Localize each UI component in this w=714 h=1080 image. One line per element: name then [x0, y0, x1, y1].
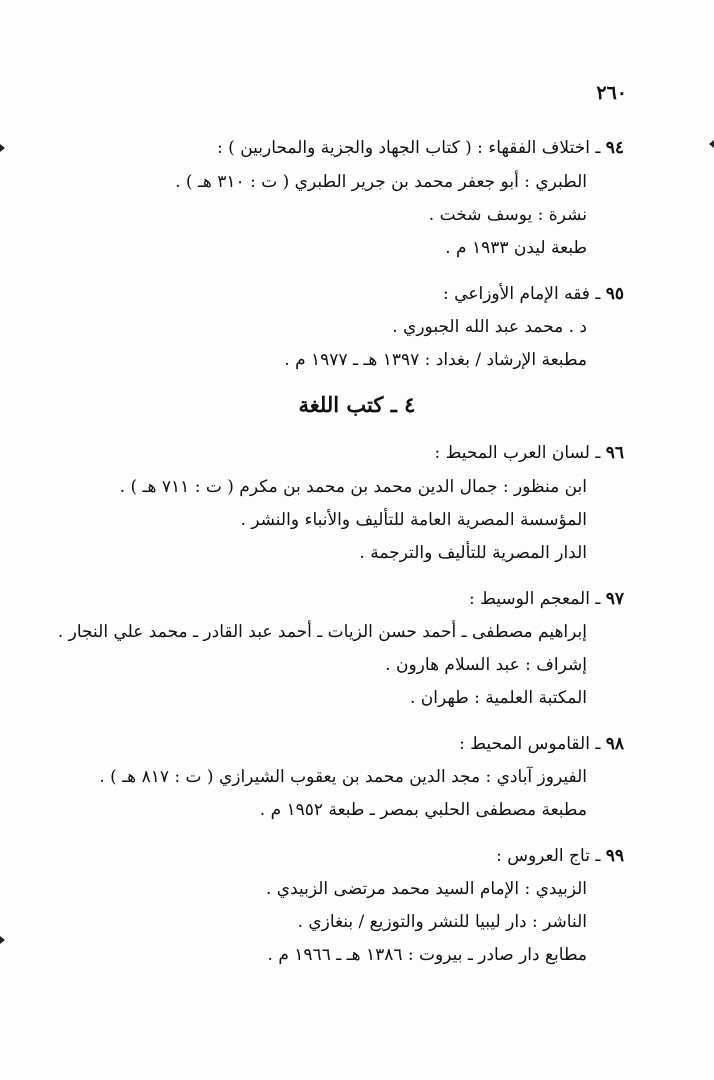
entry-dash: ـ — [589, 284, 606, 304]
scan-edge-mark — [0, 936, 5, 944]
page-number: ٢٦٠ — [596, 82, 627, 104]
entry-99-line-1: الزبيدي : الإمام السيد محمد مرتضى الزبيدي . — [265, 879, 587, 899]
entry-title: المعجم الوسيط : — [468, 589, 590, 609]
entry-number: ٩٨ — [605, 734, 624, 754]
entry-number: ٩٩ — [605, 846, 624, 866]
entry-99-line-2: الناشر : دار ليبيا للنشر والتوزيع / بنغازي . — [297, 912, 587, 932]
entry-95-heading — [443, 282, 624, 306]
entry-number: ٩٦ — [605, 443, 624, 463]
entry-dash: ـ — [589, 734, 606, 754]
entry-99-heading — [496, 844, 624, 868]
entry-97-line-2: إشراف : عبد السلام هارون . — [385, 655, 587, 675]
entry-97-heading — [469, 587, 624, 611]
entry-number: ٩٤ — [605, 138, 624, 158]
entry-96-line-1: ابن منظور : جمال الدين محمد بن محمد بن مكرم ( ت : ٧١١ هـ ) . — [119, 477, 587, 497]
entry-dash: ـ — [589, 443, 606, 463]
entry-number: ٩٥ — [605, 284, 624, 304]
entry-dash: ـ — [589, 138, 606, 158]
entry-97-line-3: المكتبة العلمية : طهران . — [410, 688, 587, 708]
entry-94-line-1: الطبري : أبو جعفر محمد بن جرير الطبري ( ت : ٣١٠ هـ ) . — [175, 172, 587, 192]
entry-96-heading — [435, 441, 624, 465]
entry-98-line-1: الفيروز آبادي : مجد الدين محمد بن يعقوب الشيرازي ( ت : ٨١٧ هـ ) . — [99, 767, 587, 787]
entry-title: القاموس المحيط : — [459, 734, 590, 754]
entry-title: لسان العرب المحيط : — [434, 443, 590, 463]
entry-97-line-1: إبراهيم مصطفى ـ أحمد حسن الزيات ـ أحمد عبد القادر ـ محمد علي النجار . — [57, 622, 587, 642]
entry-98-heading — [459, 732, 624, 756]
entry-96-line-2: المؤسسة المصرية العامة للتأليف والأنباء والنشر . — [240, 510, 587, 530]
entry-95-line-2: مطبعة الإرشاد / بغداد : ١٣٩٧ هـ ـ ١٩٧٧ م . — [284, 350, 587, 370]
entry-98-line-2: مطبعة مصطفى الحلبي بمصر ـ طبعة ١٩٥٢ م . — [259, 800, 587, 820]
entry-99-line-3: مطابع دار صادر ـ بيروت : ١٣٨٦ هـ ـ ١٩٦٦ م . — [267, 945, 587, 965]
entry-title: اختلاف الفقهاء : ( كتاب الجهاد والجزية والمحاربين ) : — [217, 138, 590, 158]
entry-dash: ـ — [589, 846, 606, 866]
entry-number: ٩٧ — [605, 589, 624, 609]
entry-96-line-3: الدار المصرية للتأليف والترجمة . — [359, 543, 587, 563]
entry-title: تاج العروس : — [496, 846, 590, 866]
scan-edge-mark — [709, 140, 714, 148]
entry-title: فقه الإمام الأوزاعي : — [443, 284, 590, 304]
entry-dash: ـ — [589, 589, 606, 609]
entry-94-line-3: طبعة ليدن ١٩٣٣ م . — [445, 238, 587, 258]
entry-94-line-2: نشرة : يوسف شخت . — [428, 205, 587, 225]
scan-edge-mark — [0, 144, 5, 152]
section-heading: ٤ ـ كتب اللغة — [298, 392, 416, 417]
entry-94-heading — [217, 136, 624, 160]
entry-95-line-1: د . محمد عبد الله الجبوري . — [392, 317, 587, 337]
